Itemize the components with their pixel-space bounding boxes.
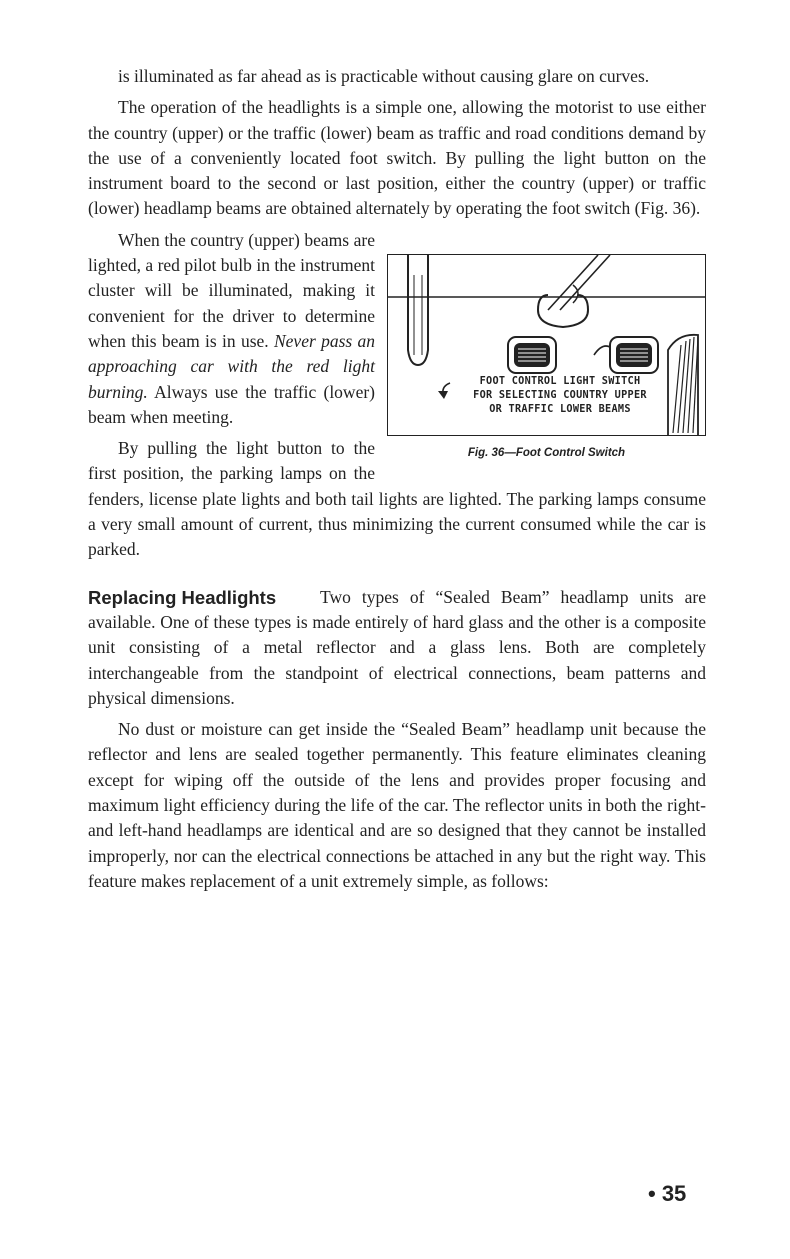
page-number: • 35 [648, 1181, 687, 1206]
pilot-bulb-warning: Never pass an approaching car with the red light burning. [88, 330, 376, 402]
section-heading: Replacing Headlights [88, 586, 277, 608]
figure-caption: Fig. 36—Foot Control Switch [467, 446, 626, 459]
pilot-bulb-advice: Always use the traffic (lower) beam when meeting. [88, 381, 375, 427]
figure-illustration [387, 254, 706, 436]
paragraph-sealed-beam-types: Two types of “Sealed Beam” headlamp units are available. One of these types is made entirely of hard glass and the other is a composite unit consisting of a metal reflector and a glass lens. Both are completely interchangeable from the standpoint of electrical connections, beam patterns and physical dimensions. [88, 586, 706, 708]
pilot-bulb-text: When the country (upper) beams are lighted, a red pilot bulb in the instrument cluster will be illuminated, making it convenient for the driver to determine when this beam is in use. [88, 229, 375, 351]
paragraph-parking-lamps: By pulling the light button to the first position, the parking lamps on the fenders, license plate lights and both tail lights are lighted. The parking lamps consume a very small amount of current, thus minimizing the current consumed while the car is parked. [88, 438, 706, 560]
page-content [88, 64, 706, 894]
paragraph-pilot-bulb-block [88, 228, 706, 563]
section-replacing-headlights [88, 585, 706, 895]
figure-label-line-1: FOOT CONTROL LIGHT SWITCH [479, 375, 641, 387]
figure-label-line-3: OR TRAFFIC LOWER BEAMS [489, 403, 631, 415]
paragraph-continuation: is illuminated as far ahead as is practicable without causing glare on curves. [118, 66, 650, 86]
paragraph-sealed-beam-details: No dust or moisture can get inside the “Sealed Beam” headlamp unit because the reflector and lens are sealed together permanently. This feature eliminates cleaning except for wiping off the outside of the lens and provides proper focusing and maximum light efficiency during the life of the car. The reflector units in both the right- and left-hand headlamps are identical and are so designed that they cannot be installed improperly, nor can the electrical connections be attached in any but the right way. This feature makes replacement of a unit extremely simple, as follows: [88, 719, 706, 891]
paragraph-headlight-operation: The operation of the headlights is a simple one, allowing the motorist to use either the country (upper) or the traffic (lower) beam as traffic and road conditions demand by the use of a conveniently located foot switch. By pulling the light button on the instrument board to the second or last position, either the country (upper) or traffic (lower) headlamp beams are obtained alternately by operating the foot switch (Fig. 36). [88, 97, 706, 219]
figure-36 [387, 254, 706, 459]
figure-label-line-2: FOR SELECTING COUNTRY UPPER [473, 389, 647, 401]
